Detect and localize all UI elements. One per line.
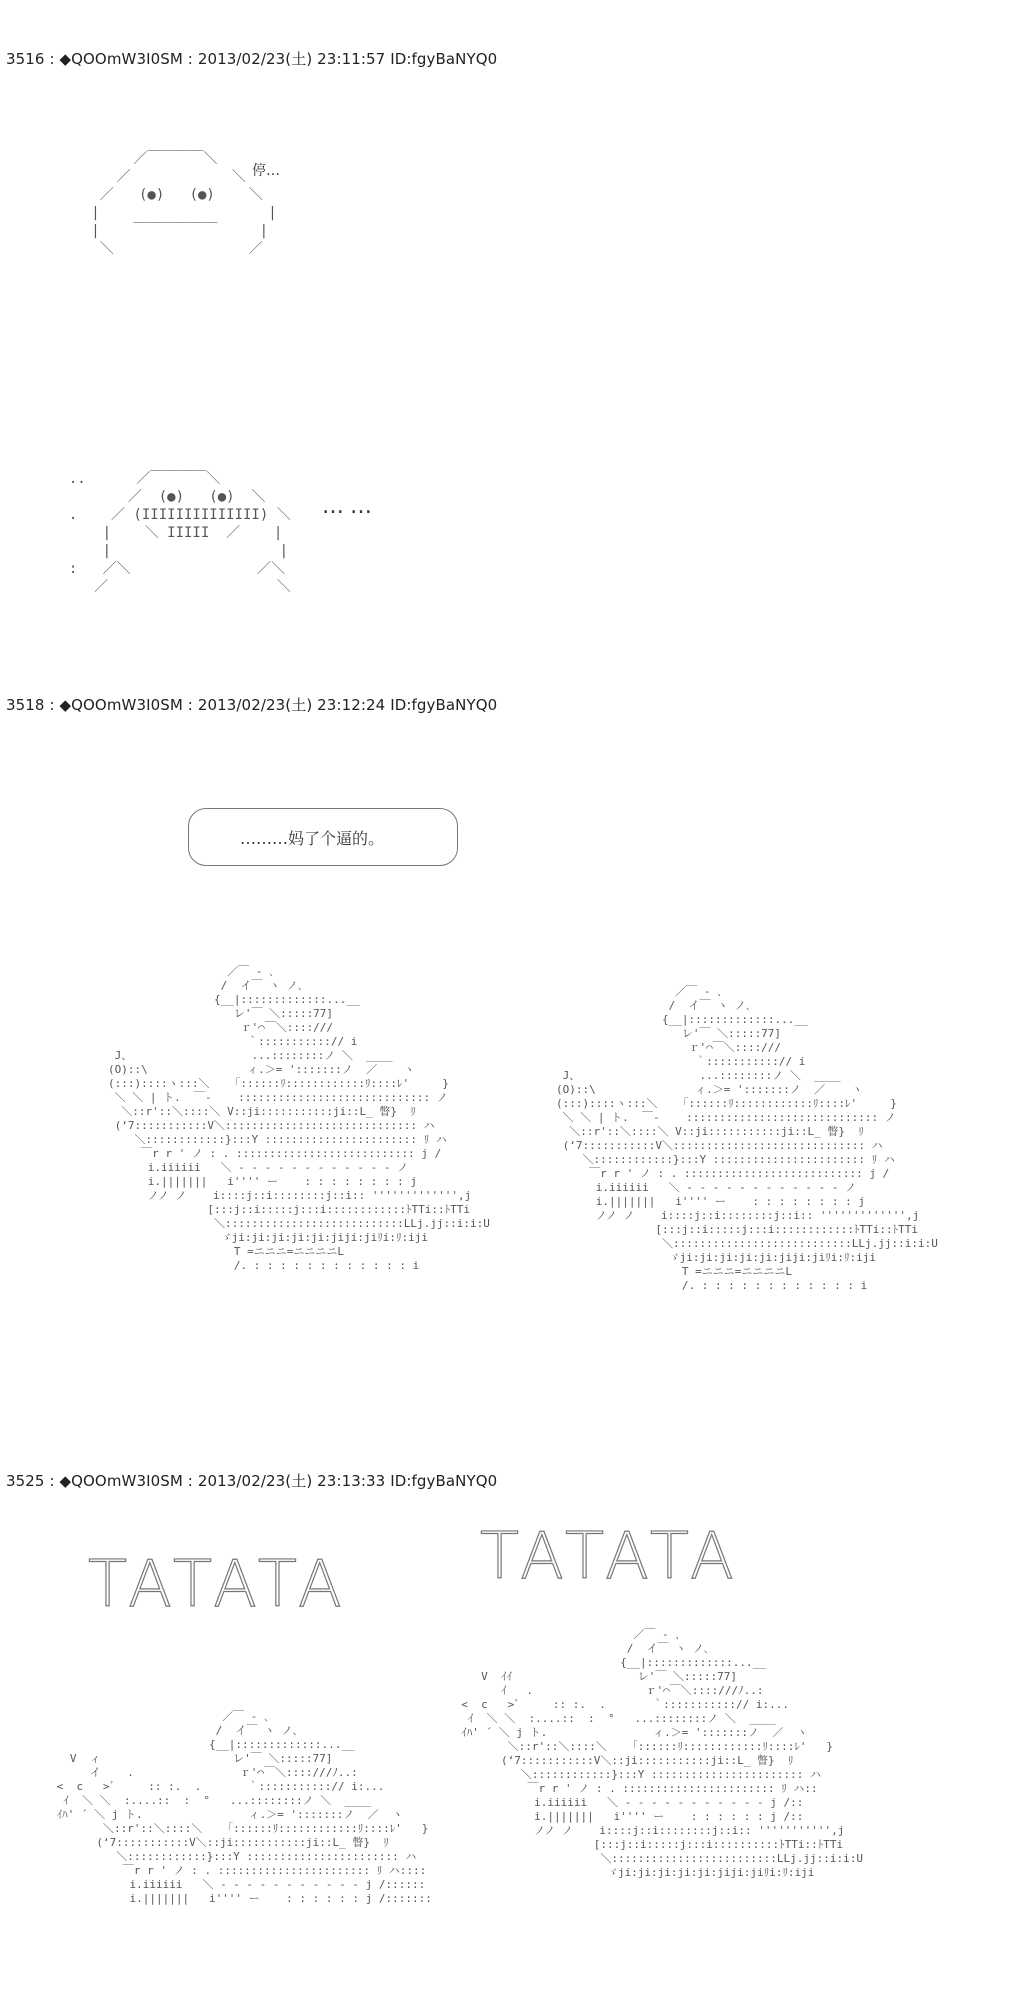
sfx-tatata-right: TATATA <box>480 1520 740 1594</box>
speech-bubble-text: ………妈了个逼的。 <box>240 829 385 848</box>
speech-stop: 停… <box>252 163 280 179</box>
speech-ellipsis: …… <box>322 494 378 519</box>
post-header-3516: 3516 : ◆QOOmW3I0SM : 2013/02/23(土) 23:11:57 ID:fgyBaNYQ0 <box>6 50 498 68</box>
ascii-face-1: ／￣￣￣￣＼ ／ ＼ ／ (●) (●) ＼ | | | ￣￣￣￣￣￣ | ＼ ／ <box>91 151 277 257</box>
ascii-character-left: ／￣ ‐ ､ / イ￣ ヽ ノ､ {__|:::::::::::::...__ レ'￣ ＼:::::77] ｒ'⌒￣＼::::/// ｀:::::::::::// i J、 ...::::::::ノ ＼ ____ (O)::\ ィ.＞= ':::::::ノ ／ ヽ (:::)::::ヽ:::＼ 「::::::ﾘ::::::::::::ﾘ::::ﾚ' } ＼ ＼ | ト. ￣‐ ::::::::::::::::::::::::::::: ノ ＼::r'::＼::::＼ V::ji:::::::::::ji::L_ 瞥} ﾘ (‘7:::::::::::V＼::::::::::::::::::::::::::::: ハ ＼::::::::::::}:::Y ::::::::::::::::::::::: ﾘ ハ ￣r r ' ノ : . ::::::::::::::::::::::::::: j / i.iiiiii ＼ - - - - - - - - - - - - ノ i.||||||| i'''' ー : : : : : : : : j ノノ ノ i::::j::i::::::::j::i:: ''''''''''''',j [:::j::i:::::j:::i::::::::::::ﾄTTi::ﾄTTi ＼:::::::::::::::::::::::::::LLj.jj::i:i:U ゞji:ji:ji:ji:ji:jiji:jiﾘi:ﾘ:iji T =ニニニ=ニニニニL /. : : : : : : : : : : : : i <box>108 965 490 1272</box>
post-header-3518: 3518 : ◆QOOmW3I0SM : 2013/02/23(土) 23:12:24 ID:fgyBaNYQ0 <box>6 696 498 714</box>
ascii-character-shooting-left: ／￣ ‐ ､ / イ￣ ヽ ノ､ {__|:::::::::::::...__ V ィ レ'￣ ＼:::::77] イ . ｒ'⌒￣＼::::///ﾉ..: < c >ﾞ :: :. . ｀:::::::::::// i:... ｲ ＼ ＼ :....:: : ° ...::::::::ノ ＼ ____ ｲﾊ' ´ ＼ j ト. ィ.＞= ':::::::ノ ／ ヽ ＼::r'::＼::::＼ 「::::::ﾘ::::::::::::ﾘ::::ﾚ' } (‘7:::::::::::V＼::ji:::::::::::ji::L_ 瞥} ﾘ ＼::::::::::::}:::Y ::::::::::::::::::::::: ハ ￣r r ' ノ : . ::::::::::::::::::::::: ﾘ ハ:::: i.iiiiii ＼ - - - - - - - - - - - j /:::::: i.||||||| i'''' ー : : : : : : j /::::::: <box>56 1710 432 1905</box>
ascii-character-shooting-right: ／￣ ‐ ､ / イ￣ ヽ ノ､ {__|:::::::::::::...__ V ｲｲ レ'￣ ＼:::::77] ｲ . ｒ'⌒￣＼::::///ﾉ..: < c >ﾞ :: :. . ｀:::::::::::// i:... ｲ ＼ ＼ :....:: : ° ...::::::::ノ ＼ ____ ｲﾊ' ´ ＼ j ト. ィ.＞= ':::::::ノ ／ ヽ ＼::r'::＼::::＼ 「::::::ﾘ::::::::::::ﾘ::::ﾚ' } (‘7:::::::::::V＼::ji:::::::::::ji::L_ 瞥} ﾘ ＼::::::::::::}:::Y ::::::::::::::::::::::: ハ ￣r r ' ノ : . ::::::::::::::::::::::: ﾘ ハ:: i.iiiiii ＼ - - - - - - - - - - - j /:: i.||||||| i'''' ー : : : : : : j /:: ノノ ノ i::::j::i::::::::j::i:: ''''''''''',j [:::j::i:::::j:::i::::::::::ﾄTTi::ﾄTTi ＼:::::::::::::::::::::::::LLj.jj::i:i:U ゞji:ji:ji:ji:ji:jiji:jiﾘi:ﾘ:iji <box>461 1628 863 1879</box>
ascii-face-2: .. ／￣￣￣￣＼ ／ (●) (●) ＼ . ／ (IIIIIIIIIIIIII) ＼ | ＼ IIIII ／ | | | : ／＼ ／＼ ／ ＼ <box>68 471 291 595</box>
post-header-3525: 3525 : ◆QOOmW3I0SM : 2013/02/23(土) 23:13:33 ID:fgyBaNYQ0 <box>6 1472 498 1490</box>
sfx-tatata-left: TATATA <box>88 1548 348 1622</box>
ascii-character-right: ／￣ ‐ ､ / イ￣ ヽ ノ､ {__|:::::::::::::...__ レ'￣ ＼:::::77] ｒ'⌒￣＼::::/// ｀:::::::::::// i J、 ...::::::::ノ ＼ ____ (O)::\ ィ.＞= ':::::::ノ ／ ヽ (:::)::::ヽ:::＼ 「::::::ﾘ::::::::::::ﾘ::::ﾚ' } ＼ ＼ | ト. ￣‐ ::::::::::::::::::::::::::::: ノ ＼::r'::＼::::＼ V::ji:::::::::::ji::L_ 瞥} ﾘ (‘7:::::::::::V＼::::::::::::::::::::::::::::: ハ ＼::::::::::::}:::Y ::::::::::::::::::::::: ﾘ ハ ￣r r ' ノ : . ::::::::::::::::::::::::::: j / i.iiiiii ＼ - - - - - - - - - - - - ノ i.||||||| i'''' ー : : : : : : : : j ノノ ノ i::::j::i::::::::j::i:: ''''''''''''',j [:::j::i:::::j:::i::::::::::::ﾄTTi::ﾄTTi ＼:::::::::::::::::::::::::::LLj.jj::i:i:U ゞji:ji:ji:ji:ji:jiji:jiﾘi:ﾘ:iji T =ニニニ=ニニニニL /. : : : : : : : : : : : : i <box>556 985 938 1292</box>
